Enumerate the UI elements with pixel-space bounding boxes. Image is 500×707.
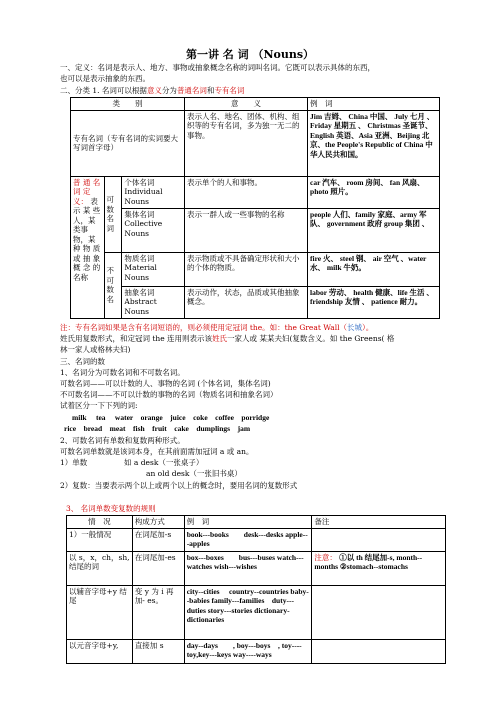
- material-noun-meaning: 表示物质或不具备确定形状和大小的个体的物质。: [185, 252, 308, 286]
- rule-2-examples: box---boxes bus---buses watch---watches wish---wishes: [184, 551, 312, 585]
- note-line-3: 林一家人或格林夫妇): [60, 345, 131, 354]
- abstract-noun-meaning: 表示动作，状态，品质或其他抽象概念。: [185, 286, 308, 318]
- rule-4-note: [312, 639, 446, 663]
- header-meaning: 意 义: [185, 98, 308, 111]
- definition-line-2: 也可以是表示抽象的东西。: [60, 74, 150, 83]
- section3-sub1: 1、名词分为可数名词和不可数名词。: [60, 368, 185, 377]
- word-list-2: rice bread meat fish fruit cake dumplings jam: [64, 424, 251, 433]
- rule-2-case: 以 s，x，ch，sh, 结尾的词: [67, 551, 133, 585]
- rule-2-note: 注意： ①以 th 结尾加-s, month--months ②stomach--stomachs: [312, 551, 446, 585]
- definition-line-1: 一、定义：名词是表示人、地方、事物或抽象概念名称的词叫名词。它既可以表示具体的东西，: [60, 63, 375, 72]
- note-line-1: 注：专有名词如果是含有名词短语的，则必须使用定冠词 the。如：the Great Wall（长城）。: [60, 323, 374, 332]
- singular-label: 1）单数: [60, 458, 88, 467]
- header-word-examples: 例 词: [184, 516, 312, 529]
- material-noun-name: 物质名词 Material Nouns: [122, 252, 185, 286]
- section3-sub2-desc: 可数名词单数就是该词本身，在其前面需加冠词 a 或 an。: [60, 447, 254, 456]
- header-remarks: 备注: [312, 516, 446, 529]
- individual-noun-examples: car 汽车、 room 房间、 fan 风扇、photo 照片。: [308, 176, 440, 208]
- collective-noun-meaning: 表示一群人或一些事物的名称: [185, 208, 308, 252]
- collective-noun-examples: people 人们、family 家庭、army 军队、 government 政府 group 集团 、: [308, 208, 440, 252]
- rule-3-case: 以辅音字母+y 结尾: [67, 585, 133, 639]
- rule-4-examples: day--days , boy---boys , toy----toy,key---keys way----ways: [184, 639, 312, 663]
- individual-noun-name: 个体名词 Individual Nouns: [122, 176, 185, 208]
- rule-4-method: 直接加 s: [132, 639, 184, 663]
- rule-4-case: 以元音字母+y,: [67, 639, 133, 663]
- material-noun-examples: fire 火、 steel 钢、 air 空气 、water 水、 milk 牛奶。: [308, 252, 440, 286]
- plural-rules-heading: 3、 名词单数变复数的规则: [66, 504, 156, 513]
- uncountable-label: 不 可 数 名: [104, 252, 122, 318]
- rule-3-note: [312, 585, 446, 639]
- rule-1-method: 在词尾加-s: [132, 528, 184, 551]
- proper-noun-examples: Jim 吉姆、 China 中国、 July 七月 、 Friday 星期五 、 Christmas 圣诞节、 English 英语、Asia 亚洲、Beijing 北京、the People's Republic of China 中华人民共和国。: [308, 110, 440, 176]
- rule-3-examples: city--cities country--countries baby--babies family---families duty---duties story---stories dictionary-dictionaries: [184, 585, 312, 639]
- singular-example-1: 如 a desk（一张桌子）: [124, 458, 204, 467]
- rule-2-method: 在词尾加-es: [132, 551, 184, 585]
- singular-example-2: an old desk（一张旧书桌）: [146, 469, 242, 478]
- header-method: 构成方式: [132, 516, 184, 529]
- header-category: 类 别: [71, 98, 185, 111]
- word-list-1: milk tea water orange juice coke coffee porridge: [72, 413, 270, 422]
- proper-noun-meaning: 表示人名、地名、团体、机构、组织等的专有名词，多为独一无二的事物。: [185, 110, 308, 176]
- collective-noun-name: 集体名词 Collective Nouns: [122, 208, 185, 252]
- section3-sub2: 2、可数名词有单数和复数两种形式。: [60, 436, 185, 445]
- countable-definition: 可数名词——可以计数的人、事物的名词 (个体名词，集体名词): [60, 379, 271, 388]
- countable-label: 可 数 名 词: [104, 176, 122, 252]
- plural-rules-table: [66, 515, 446, 664]
- common-noun-label: 普 通 名 词 定义： 表 示 某 些人，某 类事物，某 种 物 质 或 抽 象 概 念 的名称: [71, 176, 105, 318]
- meaning-highlight: 意义: [146, 86, 162, 95]
- note-line-2: 姓氏用复数形式，和定冠词 the 连用则表示该姓氏一家人或 某某夫妇(复数含义。如 the Greens( 格: [60, 334, 395, 343]
- proper-noun-category: 专有名词（专有名词的实词要大写词首字母）: [71, 110, 185, 176]
- rule-3-method: 变 y 为 i 再加- es。: [132, 585, 184, 639]
- header-examples: 例 词: [308, 98, 440, 111]
- rule-1-examples: book---books desk---desks apple---apples: [184, 528, 312, 551]
- proper-noun-highlight: 专有名词: [214, 86, 245, 95]
- abstract-noun-examples: labor 劳动、 health 健康、life 生活 、 friendship 友情 、 patience 耐力。: [308, 286, 440, 318]
- section3-heading: 三、名词的数: [60, 357, 105, 366]
- common-noun-highlight: 普通名词: [176, 86, 207, 95]
- rule-1-case: 1）一般情况: [67, 528, 133, 551]
- uncountable-definition: 不可数名词——不可以计数的事物的名词（物质名词和抽象名词）: [60, 390, 278, 399]
- plural-description: 2）复数：当要表示两个以上或两个以上的概念时，要用名词的复数形式: [60, 481, 298, 490]
- header-case: 情 况: [67, 516, 133, 529]
- abstract-noun-name: 抽象名词 Abstract Nouns: [122, 286, 185, 318]
- try-label: 试着区分一下下列的词:: [60, 401, 138, 410]
- rule-1-note: [312, 528, 446, 551]
- classification-heading: 二、分类 1. 名词可以根据意义分为普通名词和专有名词: [60, 86, 245, 95]
- noun-classification-table: [70, 97, 440, 319]
- page-title: 第一讲 名 词 （Nouns）: [185, 48, 315, 61]
- individual-noun-meaning: 表示单个的人和事物。: [185, 176, 308, 208]
